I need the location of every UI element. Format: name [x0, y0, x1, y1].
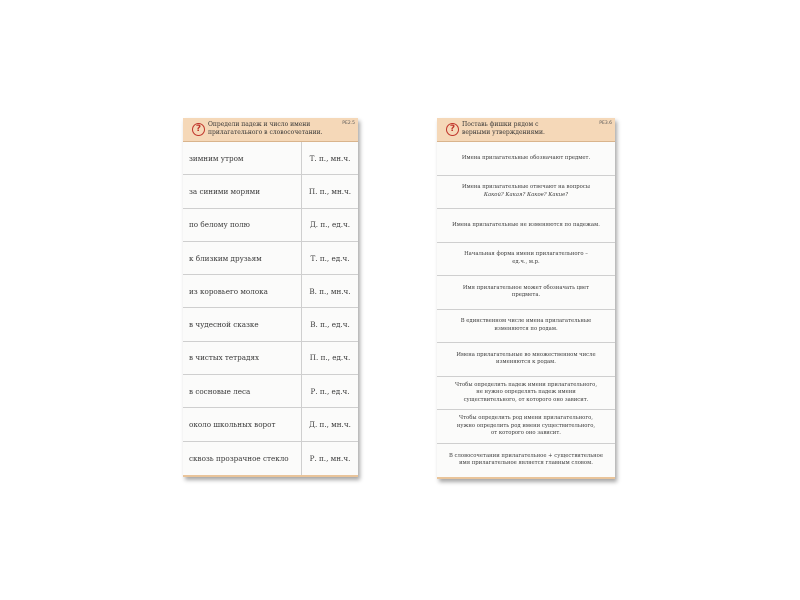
statement-item[interactable]: Имена прилагательные во множественном числе изменяются к родам. [437, 343, 615, 377]
answer-cell: Д. п., мн.ч. [309, 420, 351, 430]
answer-cell: Р. п., ед.ч. [310, 386, 350, 396]
question-icon: ? [192, 123, 205, 136]
statement-item[interactable]: В единственном числе имена прилагательные изменяются по родам. [437, 310, 615, 344]
phrase-cell: сквозь прозрачное стекло [183, 442, 302, 475]
table-row [183, 442, 358, 475]
answer-cell: П. п., ед.ч. [309, 353, 351, 363]
statement-item[interactable]: Имена прилагательные обозначают предмет. [437, 142, 615, 176]
phrase-cell: из коровьего молока [183, 275, 302, 307]
phrase-table [183, 142, 358, 475]
phrase-cell: за синими морями [183, 175, 302, 207]
table-row [183, 342, 358, 375]
answer-cell: Т. п., мн.ч. [309, 153, 351, 163]
table-row [183, 209, 358, 242]
statement-item[interactable]: Имена прилагательные отвечают на вопросы Какой? Какая? Какое? Какие? [437, 176, 615, 210]
phrase-cell: около школьных ворот [183, 408, 302, 440]
answer-cell: Д. п., ед.ч. [309, 220, 351, 230]
phrase-cell: в сосновые леса [183, 375, 302, 407]
table-row [183, 308, 358, 341]
statement-item[interactable]: В словосочетании прилагательное + существительное имя прилагательное является главным словом. [448, 452, 604, 467]
answer-cell: В. п., мн.ч. [309, 286, 351, 296]
table-row [183, 375, 358, 408]
statement-item[interactable]: Имена прилагательные не изменяются по падежам. [437, 209, 615, 243]
question-icon: ? [446, 123, 459, 136]
table-row [183, 408, 358, 441]
card-instruction: Определи падеж и число имени прилагательного в словосочетании. [208, 121, 323, 136]
answer-cell: Т. п., ед.ч. [310, 253, 350, 263]
phrase-cell: по белому полю [183, 209, 302, 241]
statement-list [437, 142, 615, 477]
statement-item[interactable]: Имя прилагательное может обозначать цвет предмета. [437, 276, 615, 310]
table-row [183, 275, 358, 308]
card-code: РЕ2.5 [342, 121, 355, 126]
case-number-card [183, 118, 358, 477]
statement-item[interactable]: Начальная форма имени прилагательного – ед.ч., м.р. [437, 243, 615, 277]
statement-item[interactable]: Чтобы определить род имени прилагательного, нужно определить род имени существительного, от которого оно зависит. [437, 410, 615, 444]
statements-card [437, 118, 615, 479]
statement-item[interactable]: Чтобы определить падеж имени прилагательного, не нужно определять падеж имени существительного, от которого оно зависит. [437, 377, 615, 411]
answer-cell: Р. п., мн.ч. [309, 453, 351, 463]
phrase-cell: к близким друзьям [183, 242, 302, 274]
card-header [183, 118, 358, 142]
table-row [183, 242, 358, 275]
phrase-cell: зимним утром [183, 142, 302, 174]
phrase-cell: в чудесной сказке [183, 308, 302, 340]
table-row [183, 142, 358, 175]
card-header [437, 118, 615, 142]
card-code: РЕ3.6 [599, 121, 612, 126]
card-instruction: Поставь фишки рядом с верными утверждениями. [462, 121, 545, 136]
phrase-cell: в чистых тетрадях [183, 342, 302, 374]
table-row [183, 175, 358, 208]
answer-cell: В. п., ед.ч. [310, 320, 350, 330]
answer-cell: П. п., мн.ч. [308, 186, 352, 196]
